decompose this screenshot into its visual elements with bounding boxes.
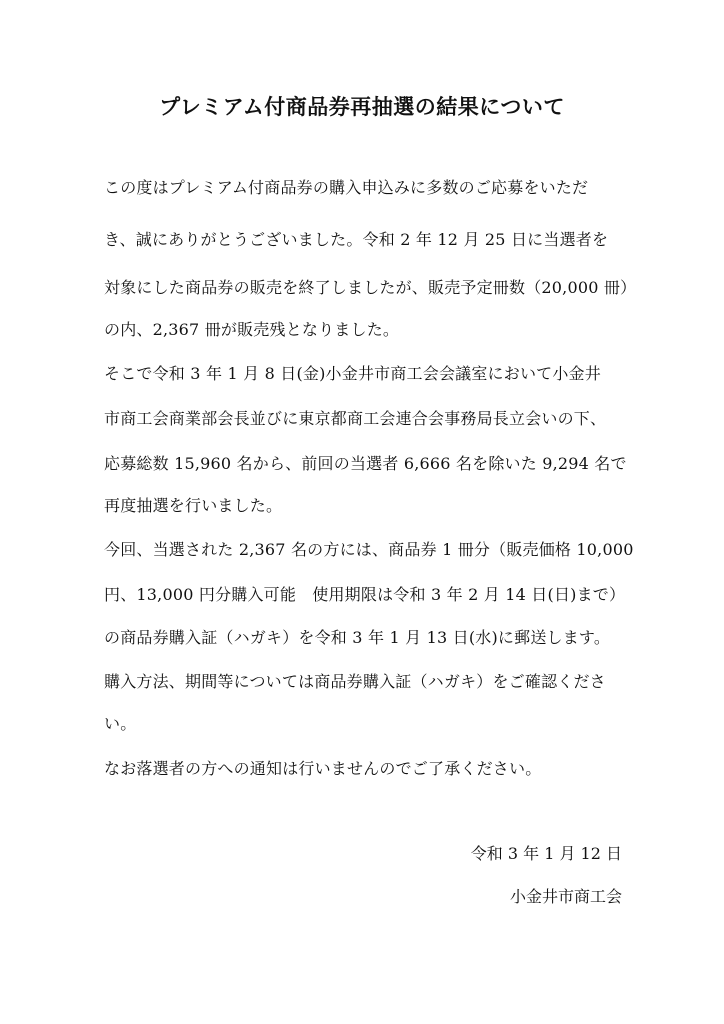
body-line: 購入方法、期間等については商品券購入証（ハガキ）をご確認くださ — [104, 672, 606, 691]
document-issuer: 小金井市商工会 — [509, 887, 622, 906]
body-line: 対象にした商品券の販売を終了しましたが、販売予定冊数（20,000 冊） — [104, 278, 637, 297]
body-line: そこで令和 3 年 1 月 8 日(金)小金井市商工会会議室において小金井 — [104, 364, 601, 383]
document-date: 令和 3 年 1 月 12 日 — [470, 844, 622, 863]
body-line: なお落選者の方への通知は行いませんのでご了承ください。 — [104, 759, 542, 778]
body-line: の内、2,367 冊が販売残となりました。 — [104, 320, 400, 339]
body-line: 円、13,000 円分購入可能 使用期限は令和 3 年 2 月 14 日(日)まで） — [104, 585, 626, 604]
document-title: プレミアム付商品券再抽選の結果について — [159, 95, 565, 119]
body-line: この度はプレミアム付商品券の購入申込みに多数のご応募をいただ — [104, 178, 589, 197]
body-line: 応募総数 15,960 名から、前回の当選者 6,666 名を除いた 9,294 名で — [104, 454, 627, 473]
body-line: い。 — [104, 714, 137, 733]
body-line: 市商工会商業部会長並びに東京都商工会連合会事務局長立会いの下、 — [104, 409, 607, 428]
body-line: 再度抽選を行いました。 — [104, 496, 283, 515]
body-line: 今回、当選された 2,367 名の方には、商品券 1 冊分（販売価格 10,000 — [104, 540, 634, 559]
body-line: き、誠にありがとうございました。令和 2 年 12 月 25 日に当選者を — [104, 230, 609, 249]
body-line: の商品券購入証（ハガキ）を令和 3 年 1 月 13 日(水)に郵送します。 — [104, 628, 611, 647]
